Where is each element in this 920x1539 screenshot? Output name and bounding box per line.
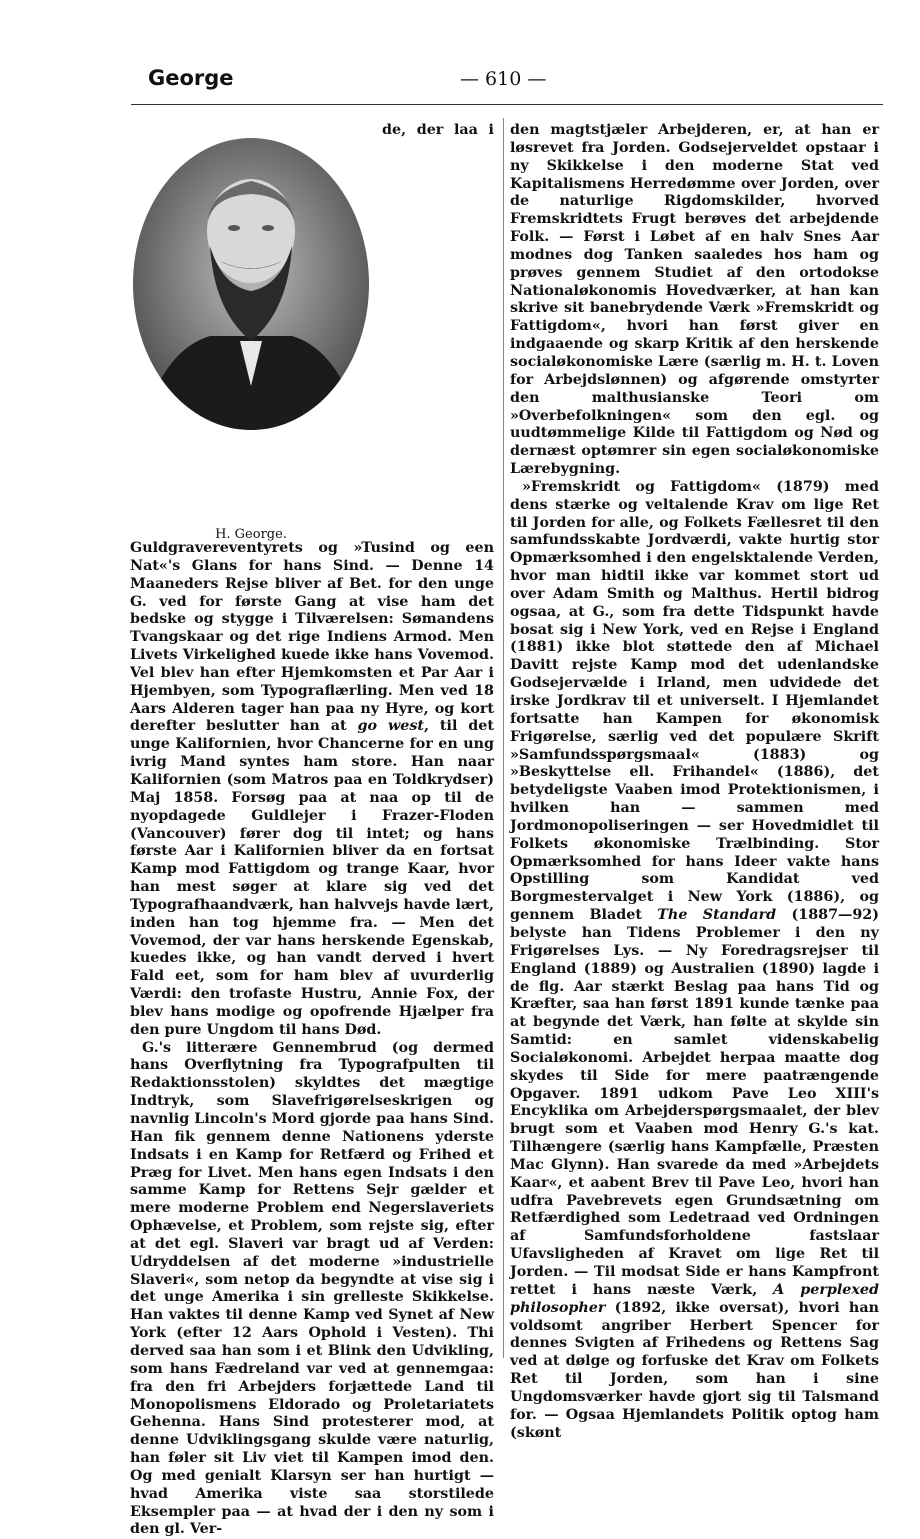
left-paragraph-2: G.'s litterære Gennembrud (og dermed hans Overflytning fra Typografpulten til Redaktionsstolen) skyldtes det mægtige Indtryk, som Slavefrigørelseskrigen og navnlig Lincoln's Mord gjorde paa hans Sind. Han fik gennem denne Nationens yderste Indsats i en Kamp for Retfærd og Frihed et Præg for Livet. Men hans egen Indsats i den samme Kamp for Rettens Sejr gælder et mere moderne Problem end Negerslaveriets Ophævelse, et Problem, som rejste sig, efter at det egl. Slaveri var bragt ud af Verden: Udryddelsen af det moderne »industrielle Slaveri«, som netop da begyndte at vise sig i det unge Amerika i sin grelleste Skikkelse. Han vaktes til denne Kamp ved Synet af New York (efter 12 Aars Ophold i Vesten). Thi derved saa han som i et Blink den Udvikling, som hans Fædreland var ved at gennemgaa: fra den fri Arbejders forjættede Land til Monopolismens Eldorado og Proletariatets Gehenna. Hans Sind protesterer mod, at denne Udviklingsgang skulde være naturlig, han føler sit Liv viet til Kampen imod den. Og med genialt Klarsyn ser han hurtigt — hvad Amerika viste saa storstilede Eksempler paa — at hvad der i den ny som i den gl. Ver- bbox=[130, 1039, 494, 1538]
page-number: — 610 — bbox=[460, 68, 547, 90]
page-header bbox=[130, 66, 882, 96]
figure bbox=[130, 122, 376, 540]
right-paragraph-2 bbox=[510, 479, 879, 1443]
text-run: (1892, ikke oversat), hvori han voldsomt angriber Herbert Spencer for dennes Svigten af Frihedens og Rettens Sag ved at dølge og forfuske det Krav om Folkets Ret til Jorden, som han i sine Ungdomsværker havde gjort sig til Talsmand for. — Ogsaa Hjemlandets Politik optog ham (skønt bbox=[510, 1299, 879, 1441]
text-run: »Fremskridt og Fattigdom« (1879) med dens stærke og veltalende Krav om lige Ret til Jorden for alle, og Folkets Fællesret til den samfundsskabte Jordværdi, vakte hurtig stor Opmærksomhed i den engelsktalende Verden, hvor man hidtil ikke var kommet stort ud over Adam Smith og Malthus. Hertil bidrog ogsaa, at G., som fra dette Tidspunkt havde bosat sig i New York, ved en Rejse i England (1881) ikke blot støttede den af Michael Davitt rejste Kamp mod det udenlandske Godsejervælde i Irland, men udvidede det irske Jordkrav til et universelt. I Hjemlandet fortsatte han Kampen for økonomisk Frigørelse, særlig ved det populære Skrift »Samfundsspørgsmaal« (1883) og »Beskyttelse ell. Frihandel« (1886), det betydeligste Vaaben imod Protektionismen, i hvilken han — sammen med Jordmonopoliseringen — ser Hovedmidlet til Folkets økonomiske Trælbinding. Stor Opmærksomhed for hans Ideer vakte hans Opstilling som Kandidat ved Borgmestervalget i New York (1886), og gennem Bladet bbox=[510, 478, 879, 924]
text-run: (1887—92) belyste han Tidens Problemer i den ny Frigørelses Lys. — Ny Foredragsrejser til England (1889) og Australien (1890) lagde i de flg. Aar stærkt Beslag paa hans Tid og Kræfter, saa han først 1891 kunde tænke paa at begynde det Værk, han følte at skylde sin Samtid: en samlet videnskabelig Socialøkonomi. Arbejdet herpaa maatte dog skydes til Side for mere paatrængende Opgaver. 1891 udkom Pave Leo XIII's Encyklika om Arbejderspørgsmaalet, der blev brugt som et Vaaben mod Henry G.'s kat. Tilhængere (særlig hans Kampfælle, Præsten Mac Glynn). Han svarede da med »Arbejdets Kaar«, et aabent Brev til Pave Leo, hvori han udfra Pavebrevets egen Grundsætning om Retfærdighed som Ledetraad ved Ordningen af Samfundsforholdene fastslaar Ufavsligheden af Kravet om lige Ret til Jorden. — Til modsat Side er hans Kampfront rettet i hans næste Værk, bbox=[510, 907, 879, 1298]
right-paragraph-1: den magtstjæler Arbejderen, er, at han er løsrevet fra Jorden. Godsejerveldet opstaar i ny Skikkelse i den moderne Stat ved Kapitalismens Herredømme over Jorden, over de naturlige Rigdomskilder, hvorved Fremskridtets Frugt berøves det arbejdende Folk. — Først i Løbet af en halv Snes Aar modnes dog Tanken saaledes hos ham og prøves gennem Studiet af den ortodokse Nationaløkonomis Hovedværker, at han kan skrive sit banebrydende Værk »Fremskridt og Fattigdom«, hvori han først giver en indgaaende og skarp Kritik af den herskende socialøkonomiske Lære (særlig m. H. t. Loven for Arbejdslønnen) og afgørende omstyrter den malthusianske Teori om »Overbefolkningen« som den egl. og uudtømmelige Kilde til Fattigdom og Nød og dernæst optømrer sin egen socialøkonomiske Lærebygning. bbox=[510, 122, 879, 478]
italic-text: A perplexed philosopher bbox=[510, 1281, 879, 1316]
column-divider bbox=[503, 118, 504, 1358]
text-run: , til det unge Kalifornien, hvor Chancerne for en ung ivrig Mand syntes ham store. Han naar Kalifornien (som Matros paa en Toldkrydser) Maj 1858. Forsøg paa at naa op til de nyopdagede Guldlejer i Frazer-Floden (Vancouver) fører dog til intet; og hans første Aar i Kalifornien bliver da en fortsat Kamp mod Fattigdom og trange Kaar, hvor han mest søger at klare sig ved det Typografhaandværk, han halvvejs havde lært, inden han tog hjemme fra. — Men det Vovemod, der var hans herskende Egenskab, kuedes ikke, og han vandt derved i hvert Fald eet, som for ham blev af uvurderlig Værdi: den trofaste Hustru, Annie Fox, der blev hans modige og opofrende Hjælper fra den pure Ungdom til hans Død. bbox=[130, 718, 494, 1038]
header-rule bbox=[131, 104, 883, 105]
italic-text: The Standard bbox=[657, 907, 777, 924]
header-word: George bbox=[148, 66, 234, 90]
right-column bbox=[510, 122, 879, 1442]
left-paragraph-1 bbox=[130, 122, 494, 1040]
text-run: de, der laa i Guldgravereventyrets og »Tusind og een Nat«'s Glans for hans Sind. — Denne 14 Maaneders Rejse bliver af Bet. for den unge G. ved for første Gang at vise ham det bedske og stygge i Tilværelsen: Sømandens Tvangskaar og det rige Indiens Armod. Men Livets Virkelighed kuede ikke hans Vovemod. Vel blev han efter Hjemkomsten et Par Aar i Hjembyen, som Typograflærling. Men ved 18 Aars Alderen tager han paa ny Hyre, og kort derefter beslutter han at bbox=[130, 122, 494, 735]
figure-caption: H. George. bbox=[215, 527, 287, 542]
portrait-image bbox=[130, 136, 372, 433]
italic-text: go west bbox=[357, 718, 425, 735]
left-column bbox=[130, 122, 494, 1539]
